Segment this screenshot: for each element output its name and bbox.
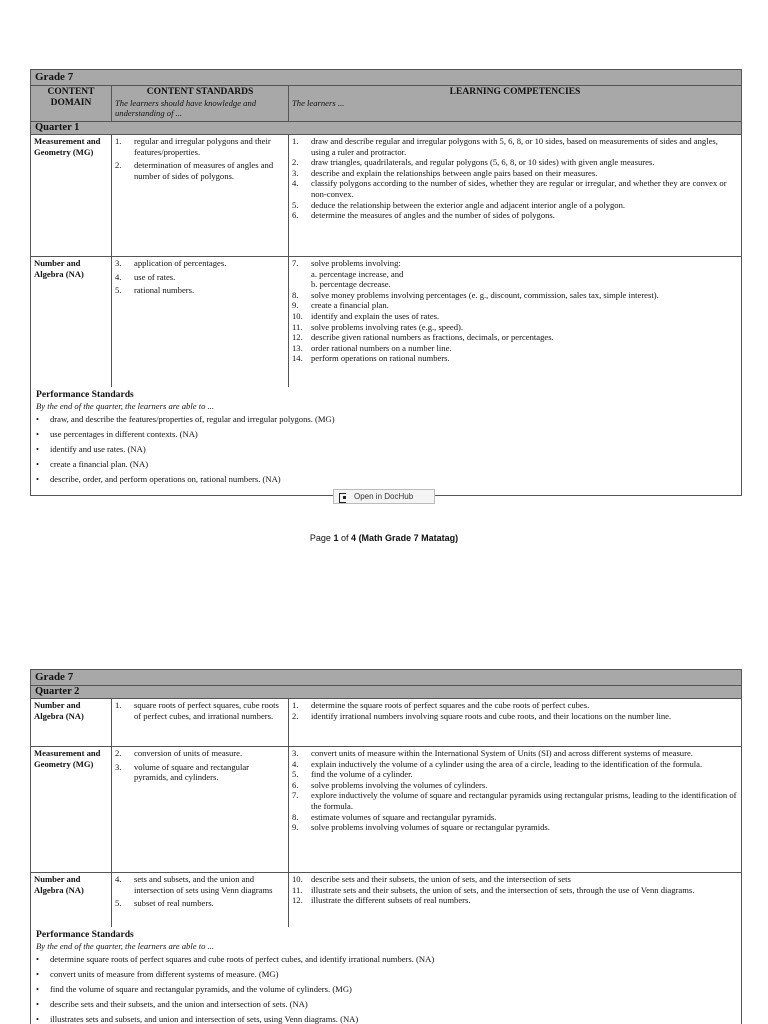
content-standards-cell xyxy=(112,699,289,746)
performance-standards xyxy=(31,387,741,495)
item-number: 9. xyxy=(292,300,299,311)
item-number: 3. xyxy=(292,748,299,758)
item-number: 13. xyxy=(292,342,303,353)
quarter-label: Quarter 1 xyxy=(31,122,741,135)
performance-standards-title: Performance Standards xyxy=(36,929,134,940)
content-standards-list xyxy=(115,748,285,783)
page-footer xyxy=(0,533,768,544)
item-text: solve problems involving rates (e.g., speed). xyxy=(311,321,464,332)
item-number: 3. xyxy=(115,761,122,772)
performance-standard-item xyxy=(36,474,736,485)
item-text: solve money problems involving percentages (e. g., discount, commission, sales tax, simple interest). xyxy=(311,289,659,300)
item-text: find the volume of a cylinder. xyxy=(311,769,413,780)
item-text: solve problems involving the volumes of cylinders. xyxy=(311,779,488,790)
bullet-icon: • xyxy=(36,444,40,454)
item-text: volume of square and rectangular pyramids, and cylinders. xyxy=(134,761,250,783)
performance-standards-list xyxy=(36,414,736,485)
list-item xyxy=(115,874,285,895)
table-row xyxy=(31,873,741,927)
footer-document-title: (Math Grade 7 Matatag) xyxy=(358,533,459,543)
learning-competencies-list xyxy=(292,748,738,833)
item-number: 6. xyxy=(292,779,299,790)
learning-competencies-list xyxy=(292,258,738,364)
list-item xyxy=(292,759,738,770)
list-item xyxy=(115,160,285,181)
item-text: explain inductively the volume of a cylinder using the area of a circle, leading to the identification of the formula. xyxy=(311,758,703,769)
item-number: 10. xyxy=(292,874,303,884)
learning-competencies-cell xyxy=(289,699,741,746)
performance-standard-text: create a financial plan. (NA) xyxy=(50,459,149,469)
item-number: 14. xyxy=(292,353,303,364)
item-text: describe given rational numbers as fractions, decimals, or percentages. xyxy=(311,332,554,343)
open-in-dochub-label: Open in DocHub xyxy=(354,492,414,501)
performance-standard-text: describe, order, and perform operations on, rational numbers. (NA) xyxy=(50,474,281,484)
quarter-label: Quarter 2 xyxy=(31,686,741,699)
bullet-icon: • xyxy=(36,459,40,469)
item-text: solve problems involving volumes of square or rectangular pyramids. xyxy=(311,822,550,833)
content-standards-list xyxy=(115,258,285,296)
bullet-icon: • xyxy=(36,984,40,994)
list-item xyxy=(292,200,738,211)
list-item xyxy=(115,258,285,269)
item-text: describe and explain the relationships between angle pairs based on their measures. xyxy=(311,167,598,178)
list-item xyxy=(292,210,738,221)
item-number: 2. xyxy=(292,157,299,168)
list-item xyxy=(292,322,738,333)
learning-competencies-cell xyxy=(289,747,741,872)
item-number xyxy=(292,269,311,280)
list-item xyxy=(115,762,285,783)
item-text: rational numbers. xyxy=(134,285,195,296)
item-number: 12. xyxy=(292,895,303,906)
list-item xyxy=(292,353,738,364)
item-text: sets and subsets, and the union and intersection of sets using Venn diagrams xyxy=(134,874,273,895)
learning-competencies-list xyxy=(292,874,738,906)
performance-standard-text: identify and use rates. (NA) xyxy=(50,444,146,454)
item-number: 6. xyxy=(292,210,299,221)
open-in-dochub-button[interactable] xyxy=(333,489,435,504)
item-number: 11. xyxy=(292,321,303,332)
item-text: application of percentages. xyxy=(134,258,227,268)
content-standards-list xyxy=(115,700,285,721)
curriculum-table-page-1 xyxy=(30,69,742,496)
bullet-icon: • xyxy=(36,414,40,424)
item-number: 1. xyxy=(115,136,122,146)
header-competencies-title: LEARNING COMPETENCIES xyxy=(449,87,581,97)
performance-standard-item xyxy=(36,429,736,440)
item-text: square roots of perfect squares, cube roots of perfect cubes, and irrational numbers. xyxy=(134,700,279,721)
item-number: 3. xyxy=(115,258,122,268)
list-item xyxy=(292,290,738,301)
item-text: determination of measures of angles and number of sides of polygons. xyxy=(134,160,274,181)
table-body xyxy=(31,699,741,927)
performance-standards-list xyxy=(36,954,736,1024)
content-standards-cell xyxy=(112,257,289,387)
item-number: 5. xyxy=(292,769,299,780)
curriculum-table-page-2 xyxy=(30,669,742,1024)
performance-standards-intro: By the end of the quarter, the learners are able to ... xyxy=(36,941,214,951)
table-body xyxy=(31,135,741,387)
performance-standard-text: draw, and describe the features/properties of, regular and irregular polygons. (MG) xyxy=(50,414,335,424)
item-text: use of rates. xyxy=(134,271,176,282)
performance-standards-title: Performance Standards xyxy=(36,389,134,400)
item-number: 10. xyxy=(292,310,303,321)
list-item xyxy=(115,898,285,909)
item-number xyxy=(292,279,311,290)
item-number: 2. xyxy=(292,710,299,721)
bullet-icon: • xyxy=(36,429,40,439)
item-number: 5. xyxy=(292,199,299,210)
item-text: estimate volumes of square and rectangular pyramids. xyxy=(311,811,497,822)
list-item xyxy=(292,780,738,791)
list-item xyxy=(292,700,738,711)
item-number: 7. xyxy=(292,258,299,268)
header-standards-subtitle: The learners should have knowledge and understanding of ... xyxy=(115,98,257,118)
footer-current-page: 1 xyxy=(333,533,339,543)
dochub-logo-icon xyxy=(338,492,348,502)
header-standards-title: CONTENT STANDARDS xyxy=(146,87,254,97)
list-item xyxy=(115,748,285,759)
item-text: determine the square roots of perfect squares and the cube roots of perfect cubes. xyxy=(311,700,590,710)
bullet-icon: • xyxy=(36,969,40,979)
footer-of-word: of xyxy=(341,533,349,543)
item-text: draw and describe regular and irregular polygons with 5, 6, 8, or 10 sides, based on measurements of sides and angles, using a ruler and protractor. xyxy=(311,136,718,157)
list-item xyxy=(292,157,738,168)
list-item xyxy=(292,343,738,354)
list-item xyxy=(292,311,738,322)
item-number: 8. xyxy=(292,289,299,300)
item-text: determine the measures of angles and the number of sides of polygons. xyxy=(311,210,555,221)
content-domain-cell: Number and Algebra (NA) xyxy=(31,699,112,746)
list-item xyxy=(292,790,738,811)
bullet-icon: • xyxy=(36,474,40,484)
item-number: 12. xyxy=(292,332,303,343)
performance-standard-text: convert units of measure from different systems of measure. (MG) xyxy=(50,969,279,979)
item-number: 2. xyxy=(115,748,122,758)
table-row xyxy=(31,135,741,257)
item-text: solve problems involving: xyxy=(311,258,401,268)
list-item xyxy=(292,269,738,280)
item-text: subset of real numbers. xyxy=(134,898,214,909)
performance-standard-item xyxy=(36,969,736,980)
content-domain-cell: Measurement and Geometry (MG) xyxy=(31,747,112,872)
item-text: describe sets and their subsets, the union of sets, and the intersection of sets xyxy=(311,874,571,884)
content-standards-cell xyxy=(112,747,289,872)
content-domain-cell: Measurement and Geometry (MG) xyxy=(31,135,112,256)
item-text: deduce the relationship between the exterior angle and adjacent interior angle of a polygon. xyxy=(311,199,626,210)
grade-label: Grade 7 xyxy=(31,670,741,686)
item-text: identify and explain the uses of rates. xyxy=(311,310,440,321)
performance-standard-text: find the volume of square and rectangular pyramids, and the volume of cylinders. (MG) xyxy=(50,984,352,994)
table-row xyxy=(31,747,741,873)
item-text: b. percentage decrease. xyxy=(311,279,391,290)
performance-standard-text: illustrates sets and subsets, and union and intersection of sets, using Venn diagrams. (NA) xyxy=(50,1014,359,1024)
bullet-icon: • xyxy=(36,999,40,1009)
learning-competencies-cell xyxy=(289,257,741,387)
header-content-standards xyxy=(112,86,289,121)
item-number: 5. xyxy=(115,898,122,909)
item-number: 9. xyxy=(292,822,299,833)
content-domain-cell: Number and Algebra (NA) xyxy=(31,257,112,387)
performance-standard-text: describe sets and their subsets, and the union and intersection of sets. (NA) xyxy=(50,999,308,1009)
grade-label: Grade 7 xyxy=(31,70,741,86)
list-item xyxy=(292,279,738,290)
item-text: identify irrational numbers involving square roots and cube roots, and their locations on the number line. xyxy=(311,710,672,721)
item-text: illustrate sets and their subsets, the union of sets, and the intersection of sets, through the use of Venn diagrams. xyxy=(311,884,695,895)
list-item xyxy=(115,285,285,296)
item-number: 5. xyxy=(115,285,122,296)
item-number: 4. xyxy=(115,271,122,282)
list-item xyxy=(292,178,738,199)
performance-standard-item xyxy=(36,444,736,455)
item-text: explore inductively the volume of square and rectangular pyramids using rectangular prisms, leading to the identification of the formula. xyxy=(311,790,737,811)
item-number: 3. xyxy=(292,167,299,178)
item-text: perform operations on rational numbers. xyxy=(311,353,450,364)
item-text: illustrate the different subsets of real numbers. xyxy=(311,895,471,906)
performance-standard-item xyxy=(36,954,736,965)
table-header-row xyxy=(31,86,741,122)
list-item xyxy=(292,258,738,269)
item-text: a. percentage increase, and xyxy=(311,268,404,279)
list-item xyxy=(292,885,738,896)
performance-standards xyxy=(31,927,741,1024)
header-competencies-subtitle: The learners ... xyxy=(292,98,345,108)
learning-competencies-cell xyxy=(289,135,741,256)
content-standards-list xyxy=(115,136,285,181)
content-standards-cell xyxy=(112,873,289,927)
item-number: 1. xyxy=(115,700,122,710)
list-item xyxy=(292,748,738,759)
item-number: 1. xyxy=(292,136,299,146)
learning-competencies-list xyxy=(292,136,738,221)
item-number: 8. xyxy=(292,811,299,822)
list-item xyxy=(292,332,738,343)
performance-standard-text: use percentages in different contexts. (NA) xyxy=(50,429,198,439)
list-item xyxy=(292,812,738,823)
list-item xyxy=(292,822,738,833)
item-number: 7. xyxy=(292,790,299,801)
item-number: 4. xyxy=(292,758,299,769)
list-item xyxy=(292,895,738,906)
learning-competencies-list xyxy=(292,700,738,721)
table-row xyxy=(31,257,741,387)
content-domain-cell: Number and Algebra (NA) xyxy=(31,873,112,927)
performance-standard-item xyxy=(36,1014,736,1024)
list-item xyxy=(292,136,738,157)
list-item xyxy=(115,136,285,157)
item-number: 11. xyxy=(292,884,303,895)
header-content-domain: CONTENT DOMAIN xyxy=(31,86,112,121)
footer-total-pages: 4 xyxy=(351,533,357,543)
item-text: order rational numbers on a number line. xyxy=(311,342,452,353)
performance-standards-intro: By the end of the quarter, the learners are able to ... xyxy=(36,401,214,411)
item-text: draw triangles, quadrilaterals, and regular polygons (5, 6, 8, or 10 sides) with given angle measures. xyxy=(311,157,655,168)
list-item xyxy=(292,769,738,780)
list-item xyxy=(115,272,285,283)
table-row xyxy=(31,699,741,747)
content-standards-cell xyxy=(112,135,289,256)
header-learning-competencies xyxy=(289,86,741,121)
list-item xyxy=(115,700,285,721)
item-text: classify polygons according to the number of sides, whether they are regular or irregular, and whether they are convex or non-convex. xyxy=(311,178,727,199)
bullet-icon: • xyxy=(36,1014,40,1024)
content-standards-list xyxy=(115,874,285,909)
performance-standard-item xyxy=(36,984,736,995)
item-number: 4. xyxy=(115,874,122,884)
performance-standard-item xyxy=(36,459,736,470)
item-text: convert units of measure within the International System of Units (SI) and across different systems of measure. xyxy=(311,748,693,758)
list-item xyxy=(292,300,738,311)
footer-page-word: Page xyxy=(309,533,331,543)
item-number: 1. xyxy=(292,700,299,710)
list-item xyxy=(292,168,738,179)
item-number: 4. xyxy=(292,178,299,189)
list-item xyxy=(292,711,738,722)
item-text: regular and irregular polygons and their features/properties. xyxy=(134,136,271,157)
item-text: conversion of units of measure. xyxy=(134,748,243,758)
learning-competencies-cell xyxy=(289,873,741,927)
item-number: 2. xyxy=(115,160,122,171)
performance-standard-item xyxy=(36,999,736,1010)
performance-standard-text: determine square roots of perfect squares and cube roots of perfect cubes, and identify irrational numbers. (NA) xyxy=(50,954,435,964)
bullet-icon: • xyxy=(36,954,40,964)
list-item xyxy=(292,874,738,885)
performance-standard-item xyxy=(36,414,736,425)
item-text: create a financial plan. xyxy=(311,300,389,311)
